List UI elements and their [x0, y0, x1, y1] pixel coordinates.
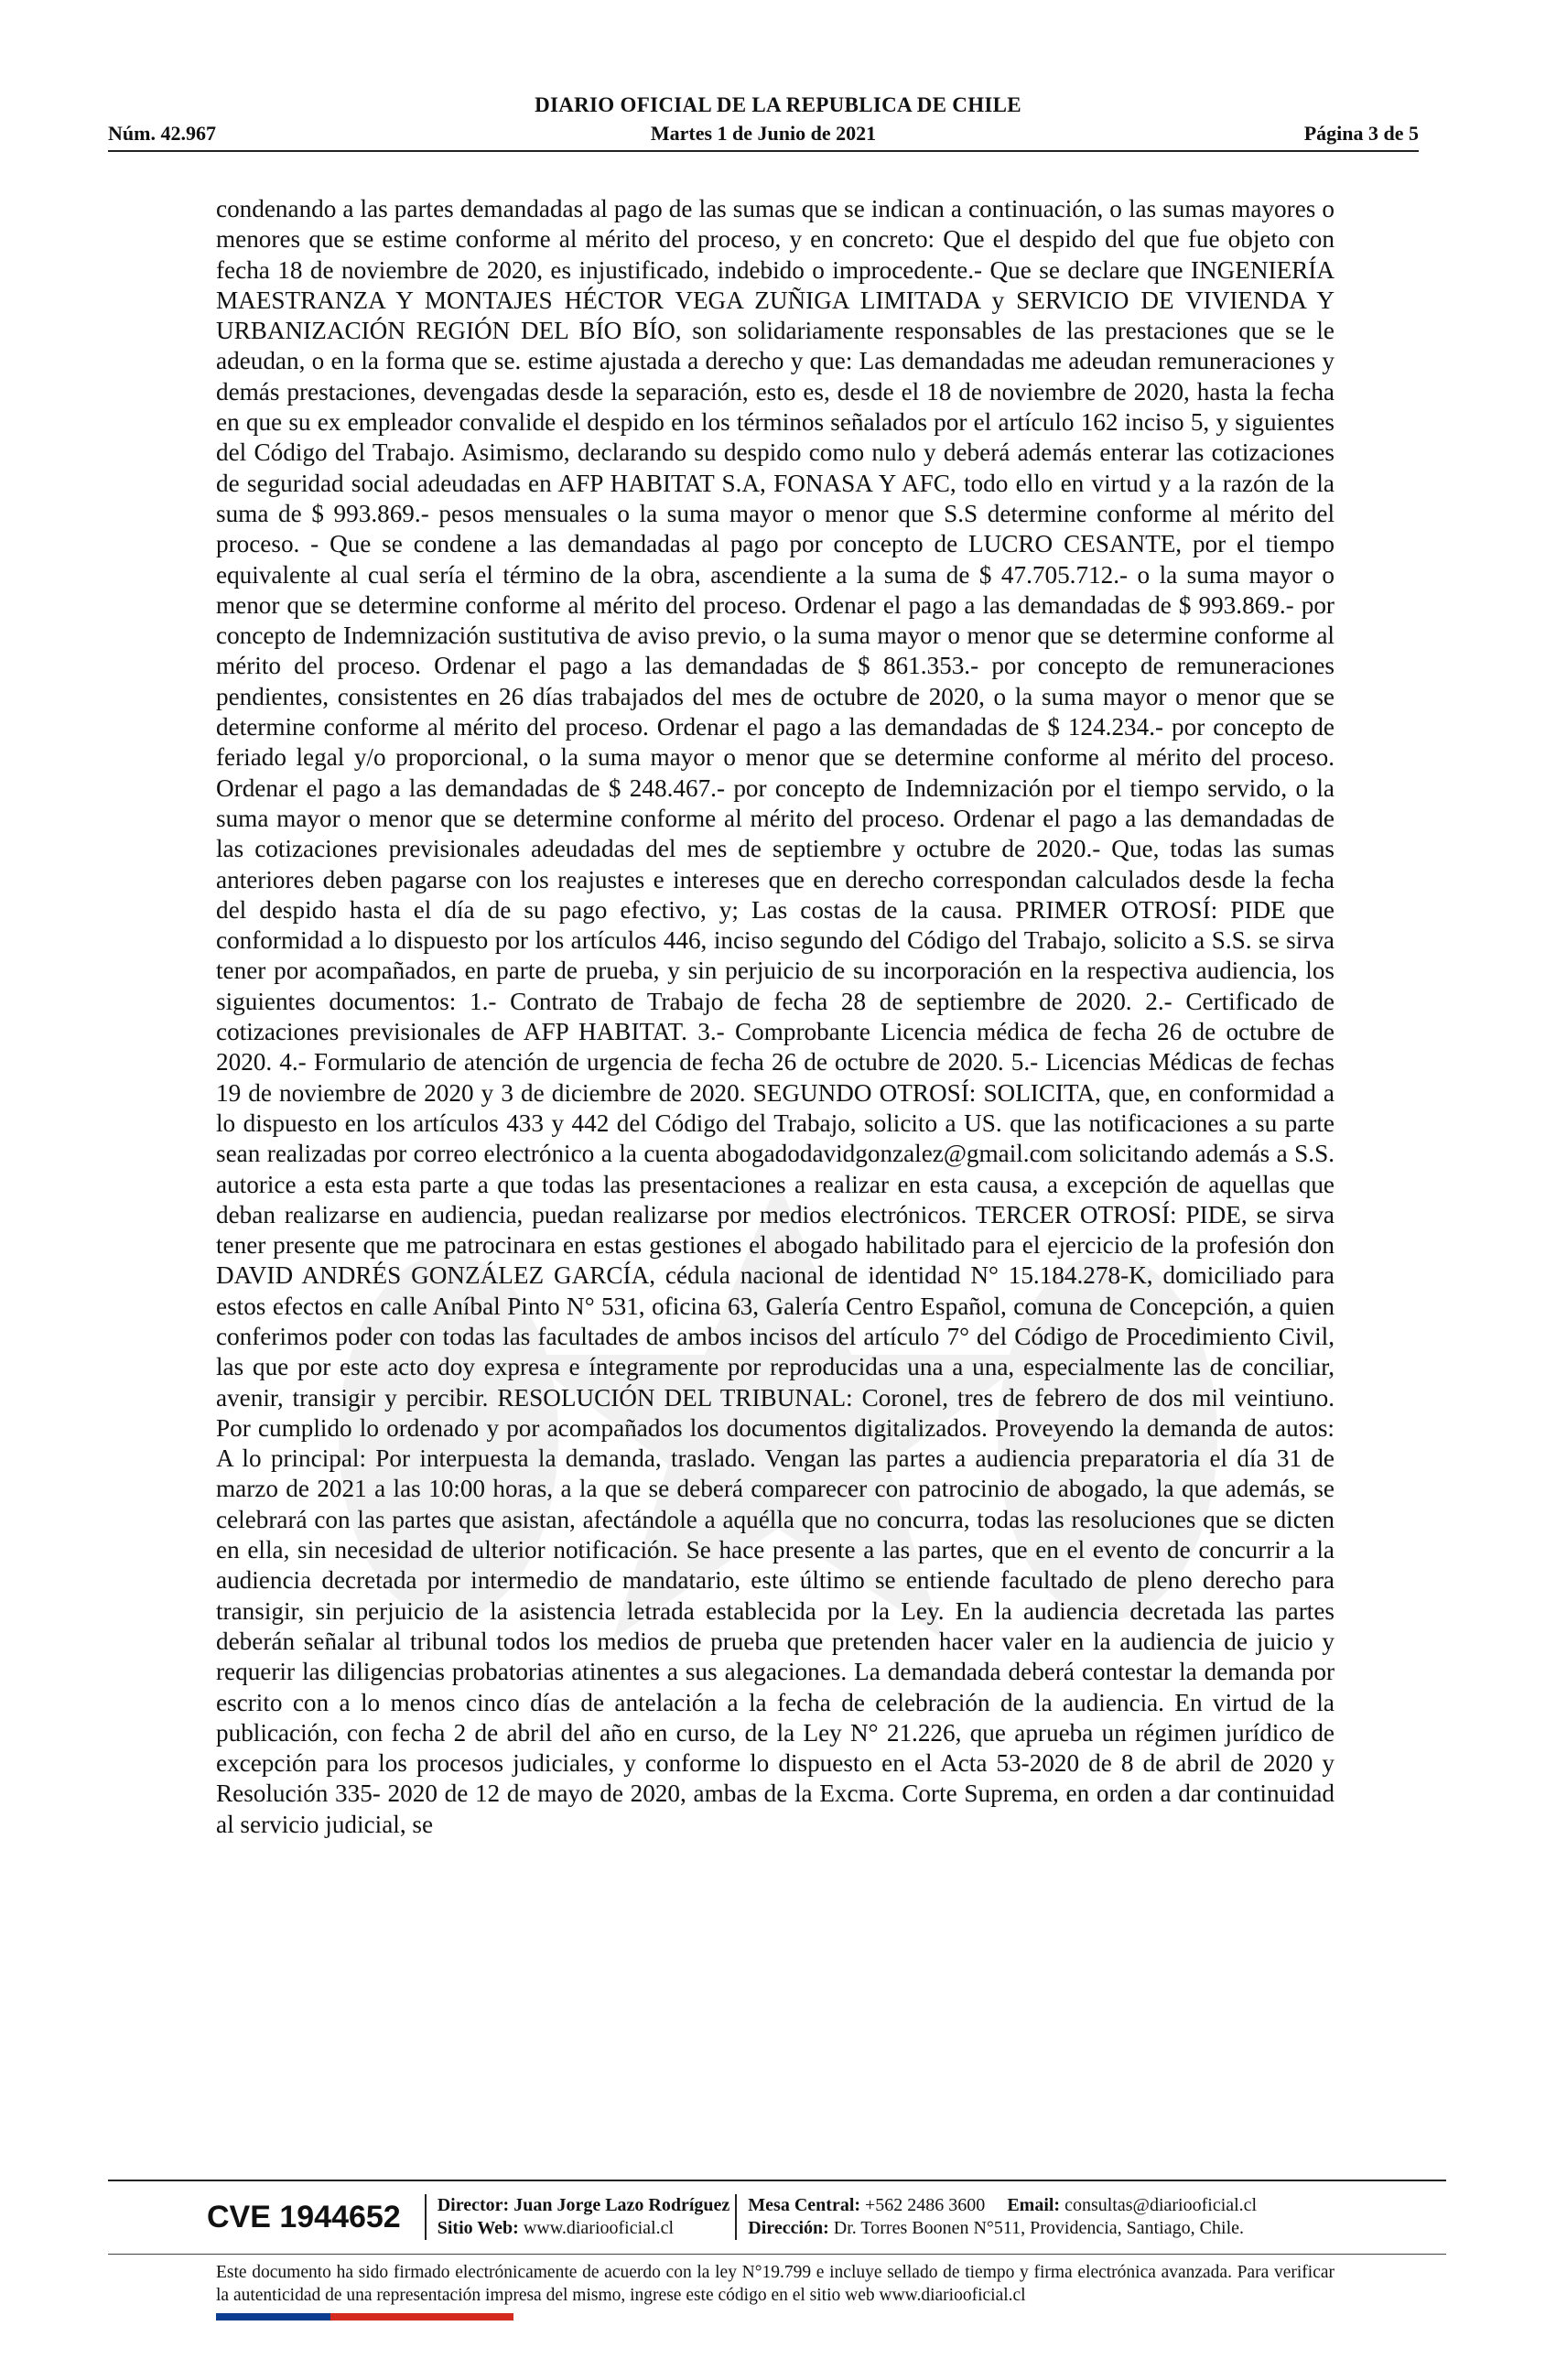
page-number: Página 3 de 5 [1303, 122, 1419, 145]
document-body [216, 194, 1334, 1840]
publication-title: DIARIO OFICIAL DE LA REPUBLICA DE CHILE [535, 93, 1021, 116]
cve-code: CVE 1944652 [207, 2199, 401, 2234]
address-label: Dirección: [748, 2218, 829, 2238]
phone-number: +562 2486 3600 [865, 2195, 986, 2215]
footer-divider-top [108, 2180, 1446, 2181]
legal-note: Este documento ha sido firmado electrónicamente de acuerdo con la ley N°19.799 e incluye sellado de tiempo y firma electrónica avanzada. Para verificar la autenticidad de una representación impresa del mismo, ingrese este código en el sitio web www.diariooficial.cl [216, 2263, 1334, 2305]
publication-date: Martes 1 de Junio de 2021 [650, 122, 877, 145]
body-paragraph: condenando a las partes demandadas al pago de las sumas que se indican a continuación, o las sumas mayores o menores que se estime conforme al mérito del proceso, y en concreto: Que el despido del que fue objeto con fecha 18 de noviembre de 2020, es injustificado, indebido o improcedente.- Que se declare que INGENIERÍA MAESTRANZA Y MONTAJES HÉCTOR VEGA ZUÑIGA LIMITADA y SERVICIO DE VIVIENDA Y URBANIZACIÓN REGIÓN DEL BÍO BÍO, son solidariamente responsables de las prestaciones que se le adeudan, o en la forma que se. estime ajustada a derecho y que: Las demandadas me adeudan remuneraciones y demás prestaciones, devengadas desde la separación, esto es, desde el 18 de noviembre de 2020, hasta la fecha en que su ex empleador convalide el despido en los términos señalados por el artículo 162 inciso 5, y siguientes del Código del Trabajo. Asimismo, declarando su despido como nulo y deberá además enterar las cotizaciones de seguridad social adeudadas en AFP HABITAT S.A, FONASA Y AFC, todo ello en virtud y a la razón de la suma de $ 993.869.- pesos mensuales o la suma mayor o menor que S.S determine conforme al mérito del proceso. - Que se condene a las demandadas al pago por concepto de LUCRO CESANTE, por el tiempo equivalente al cual sería el término de la obra, ascendiente a la suma de $ 47.705.712.- o la suma mayor o menor que se determine conforme al mérito del proceso. Ordenar el pago a las demandadas de $ 993.869.- por concepto de Indemnización sustitutiva de aviso previo, o la suma mayor o menor que se determine conforme al mérito del proceso. Ordenar el pago a las demandadas de $ 861.353.- por concepto de remuneraciones pendientes, consistentes en 26 días trabajados del mes de octubre de 2020, o la suma mayor o menor que se determine conforme al mérito del proceso. Ordenar el pago a las demandadas de $ 124.234.- por concepto de feriado legal y/o proporcional, o la suma mayor o menor que se determine conforme al mérito del proceso. Ordenar el pago a las demandadas de $ 248.467.- por concepto de Indemnización por el tiempo servido, o la suma mayor o menor que se determine conforme al mérito del proceso. Ordenar el pago a las demandadas de las cotizaciones previsionales adeudadas del mes de septiembre y octubre de 2020.- Que, todas las sumas anteriores deben pagarse con los reajustes e intereses que en derecho correspondan calculados desde la fecha del despido hasta el día de su pago efectivo, y; Las costas de la causa. PRIMER OTROSÍ: PIDE que conformidad a lo dispuesto por los artículos 446, inciso segundo del Código del Trabajo, solicito a S.S. se sirva tener por acompañados, en parte de prueba, y sin perjuicio de su incorporación en la respectiva audiencia, los siguientes documentos: 1.- Contrato de Trabajo de fecha 28 de septiembre de 2020. 2.- Certificado de cotizaciones previsionales de AFP HABITAT. 3.- Comprobante Licencia médica de fecha 26 de octubre de 2020. 4.- Formulario de atención de urgencia de fecha 26 de octubre de 2020. 5.- Licencias Médicas de fechas 19 de noviembre de 2020 y 3 de diciembre de 2020. SEGUNDO OTROSÍ: SOLICITA, que, en conformidad a lo dispuesto en los artículos 433 y 442 del Código del Trabajo, solicito a US. que las notificaciones a su parte sean realizadas por correo electrónico a la cuenta abogadodavidgonzalez@gmail.com solicitando además a S.S. autorice a esta esta parte a que todas las presentaciones a realizar en esta causa, a excepción de aquellas que deban realizarse en audiencia, puedan realizarse por medios electrónicos. TERCER OTROSÍ: PIDE, se sirva tener presente que me patrocinara en estas gestiones el abogado habilitado para el ejercicio de la profesión don DAVID ANDRÉS GONZÁLEZ GARCÍA, cédula nacional de identidad N° 15.184.278-K, domiciliado para estos efectos en calle Aníbal Pinto N° 531, oficina 63, Galería Centro Español, comuna de Concepción, a quien conferimos poder con todas las facultades de ambos incisos del artículo 7° del Código de Procedimiento Civil, las que por este acto doy expresa e íntegramente por reproducidas una a una, especialmente las de conciliar, avenir, transigir y percibir. RESOLUCIÓN DEL TRIBUNAL: Coronel, tres de febrero de dos mil veintiuno. Por cumplido lo ordenado y por acompañados los documentos digitalizados. Proveyendo la demanda de autos: A lo principal: Por interpuesta la demanda, traslado. Vengan las partes a audiencia preparatoria el día 31 de marzo de 2021 a las 10:00 horas, a la que se deberá comparecer con patrocinio de abogado, la que además, se celebrará con las partes que asistan, afectándole a aquélla que no concurra, todas las resoluciones que se dicten en ella, sin necesidad de ulterior notificación. Se hace presente a las partes, que en el evento de concurrir a la audiencia decretada por intermedio de mandatario, este último se entiende facultado de pleno derecho para transigir, sin perjuicio de la asistencia letrada establecida por la Ley. En la audiencia decretada las partes deberán señalar al tribunal todos los medios de prueba que pretenden hacer valer en la audiencia de juicio y requerir las diligencias probatorias atinentes a sus alegaciones. La demandada deberá contestar la demanda por escrito con a lo menos cinco días de antelación a la fecha de celebración de la audiencia. En virtud de la publicación, con fecha 2 de abril del año en curso, de la Ley N° 21.226, que aprueba un régimen jurídico de excepción para los procesos judiciales, y conforme lo dispuesto en el Acta 53-2020 de 8 de abril de 2020 y Resolución 335- 2020 de 12 de mayo de 2020, ambas de la Excma. Corte Suprema, en orden a dar continuidad al servicio judicial, se [216, 195, 1334, 1838]
website-link[interactable]: www.diariooficial.cl [523, 2218, 675, 2238]
flag-blue-segment [216, 2313, 330, 2320]
address-value: Dr. Torres Boonen N°511, Providencia, Santiago, Chile. [833, 2218, 1244, 2238]
website-label: Sitio Web: [437, 2218, 519, 2238]
footer-separator [735, 2194, 737, 2240]
footer-divider-bottom [108, 2254, 1446, 2255]
footer-separator [425, 2194, 427, 2240]
flag-red-segment [330, 2313, 513, 2320]
email-label: Email: [1007, 2195, 1061, 2215]
issue-number: Núm. 42.967 [108, 122, 216, 145]
footer-info [207, 2190, 1342, 2245]
flag-stripe [216, 2313, 513, 2320]
header-divider [108, 150, 1419, 152]
director-name: Juan Jorge Lazo Rodríguez [513, 2195, 730, 2215]
phone-label: Mesa Central: [748, 2195, 861, 2215]
header-row [108, 122, 1419, 146]
footer-director-block [438, 2194, 730, 2240]
email-link[interactable]: consultas@diariooficial.cl [1064, 2195, 1258, 2215]
director-label: Director: [437, 2195, 510, 2215]
footer-contact-block [748, 2194, 1257, 2240]
